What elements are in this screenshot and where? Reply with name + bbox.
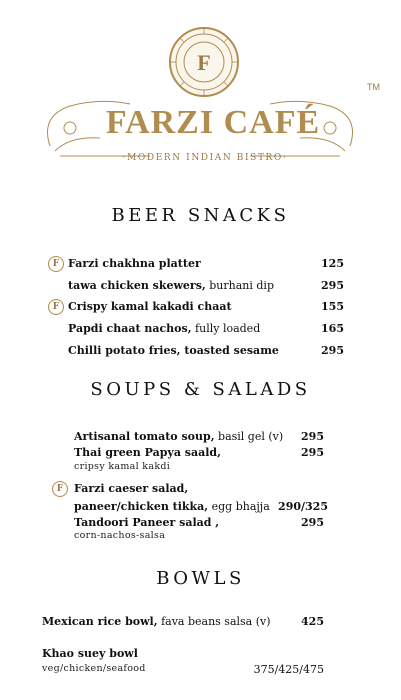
menu-item: Papdi chaat nachos, fully loaded xyxy=(68,322,261,335)
menu-item: Mexican rice bowl, fava beans salsa (v) xyxy=(42,615,271,628)
menu-item: tawa chicken skewers, burhani dip xyxy=(68,279,274,292)
menu-item: Khao suey bowl xyxy=(42,647,138,660)
item-subtext: cripsy kamal kakdi xyxy=(74,461,171,472)
item-price: 125 xyxy=(321,257,344,270)
brand-name: FARZI CAFÉ xyxy=(105,104,321,141)
item-price: 295 xyxy=(301,516,324,529)
item-price: 165 xyxy=(321,322,344,335)
logo xyxy=(0,0,401,180)
trademark-mark: TM xyxy=(367,82,380,92)
menu-item: Farzi chakhna platter xyxy=(68,257,201,270)
brand-tagline: ·MODERN INDIAN BISTRO· xyxy=(122,153,288,163)
section-title-soups-salads: SOUPS & SALADS xyxy=(90,379,311,400)
item-price: 375/425/475 xyxy=(253,663,324,676)
item-price: 295 xyxy=(301,446,324,459)
item-price: 155 xyxy=(321,300,344,313)
farzi-signature-icon: F xyxy=(48,256,64,272)
menu-item: Crispy kamal kakadi chaat xyxy=(68,300,232,313)
farzi-signature-icon: F xyxy=(52,481,68,497)
menu-item: Chilli potato fries, toasted sesame xyxy=(68,344,279,357)
section-title-beer-snacks: BEER SNACKS xyxy=(111,205,290,226)
item-subtext: corn-nachos-salsa xyxy=(74,530,166,541)
item-price: 295 xyxy=(321,279,344,292)
section-title-bowls: BOWLS xyxy=(156,568,245,589)
menu-item: Thai green Papya saald, xyxy=(74,446,221,459)
item-price: 290/325 xyxy=(278,500,328,513)
menu-item: Artisanal tomato soup, basil gel (v) xyxy=(74,430,284,443)
menu-item: Tandoori Paneer salad , xyxy=(74,516,220,529)
item-price: 295 xyxy=(301,430,324,443)
menu-item: paneer/chicken tikka, egg bhajja xyxy=(74,500,270,513)
item-price: 295 xyxy=(321,344,344,357)
emblem-letter: F xyxy=(197,50,211,75)
menu-item: Farzi caeser salad, xyxy=(74,482,189,495)
item-price: 425 xyxy=(301,615,324,628)
farzi-emblem-icon xyxy=(168,26,240,98)
farzi-signature-icon: F xyxy=(48,299,64,315)
item-subtext: veg/chicken/seafood xyxy=(42,663,146,674)
